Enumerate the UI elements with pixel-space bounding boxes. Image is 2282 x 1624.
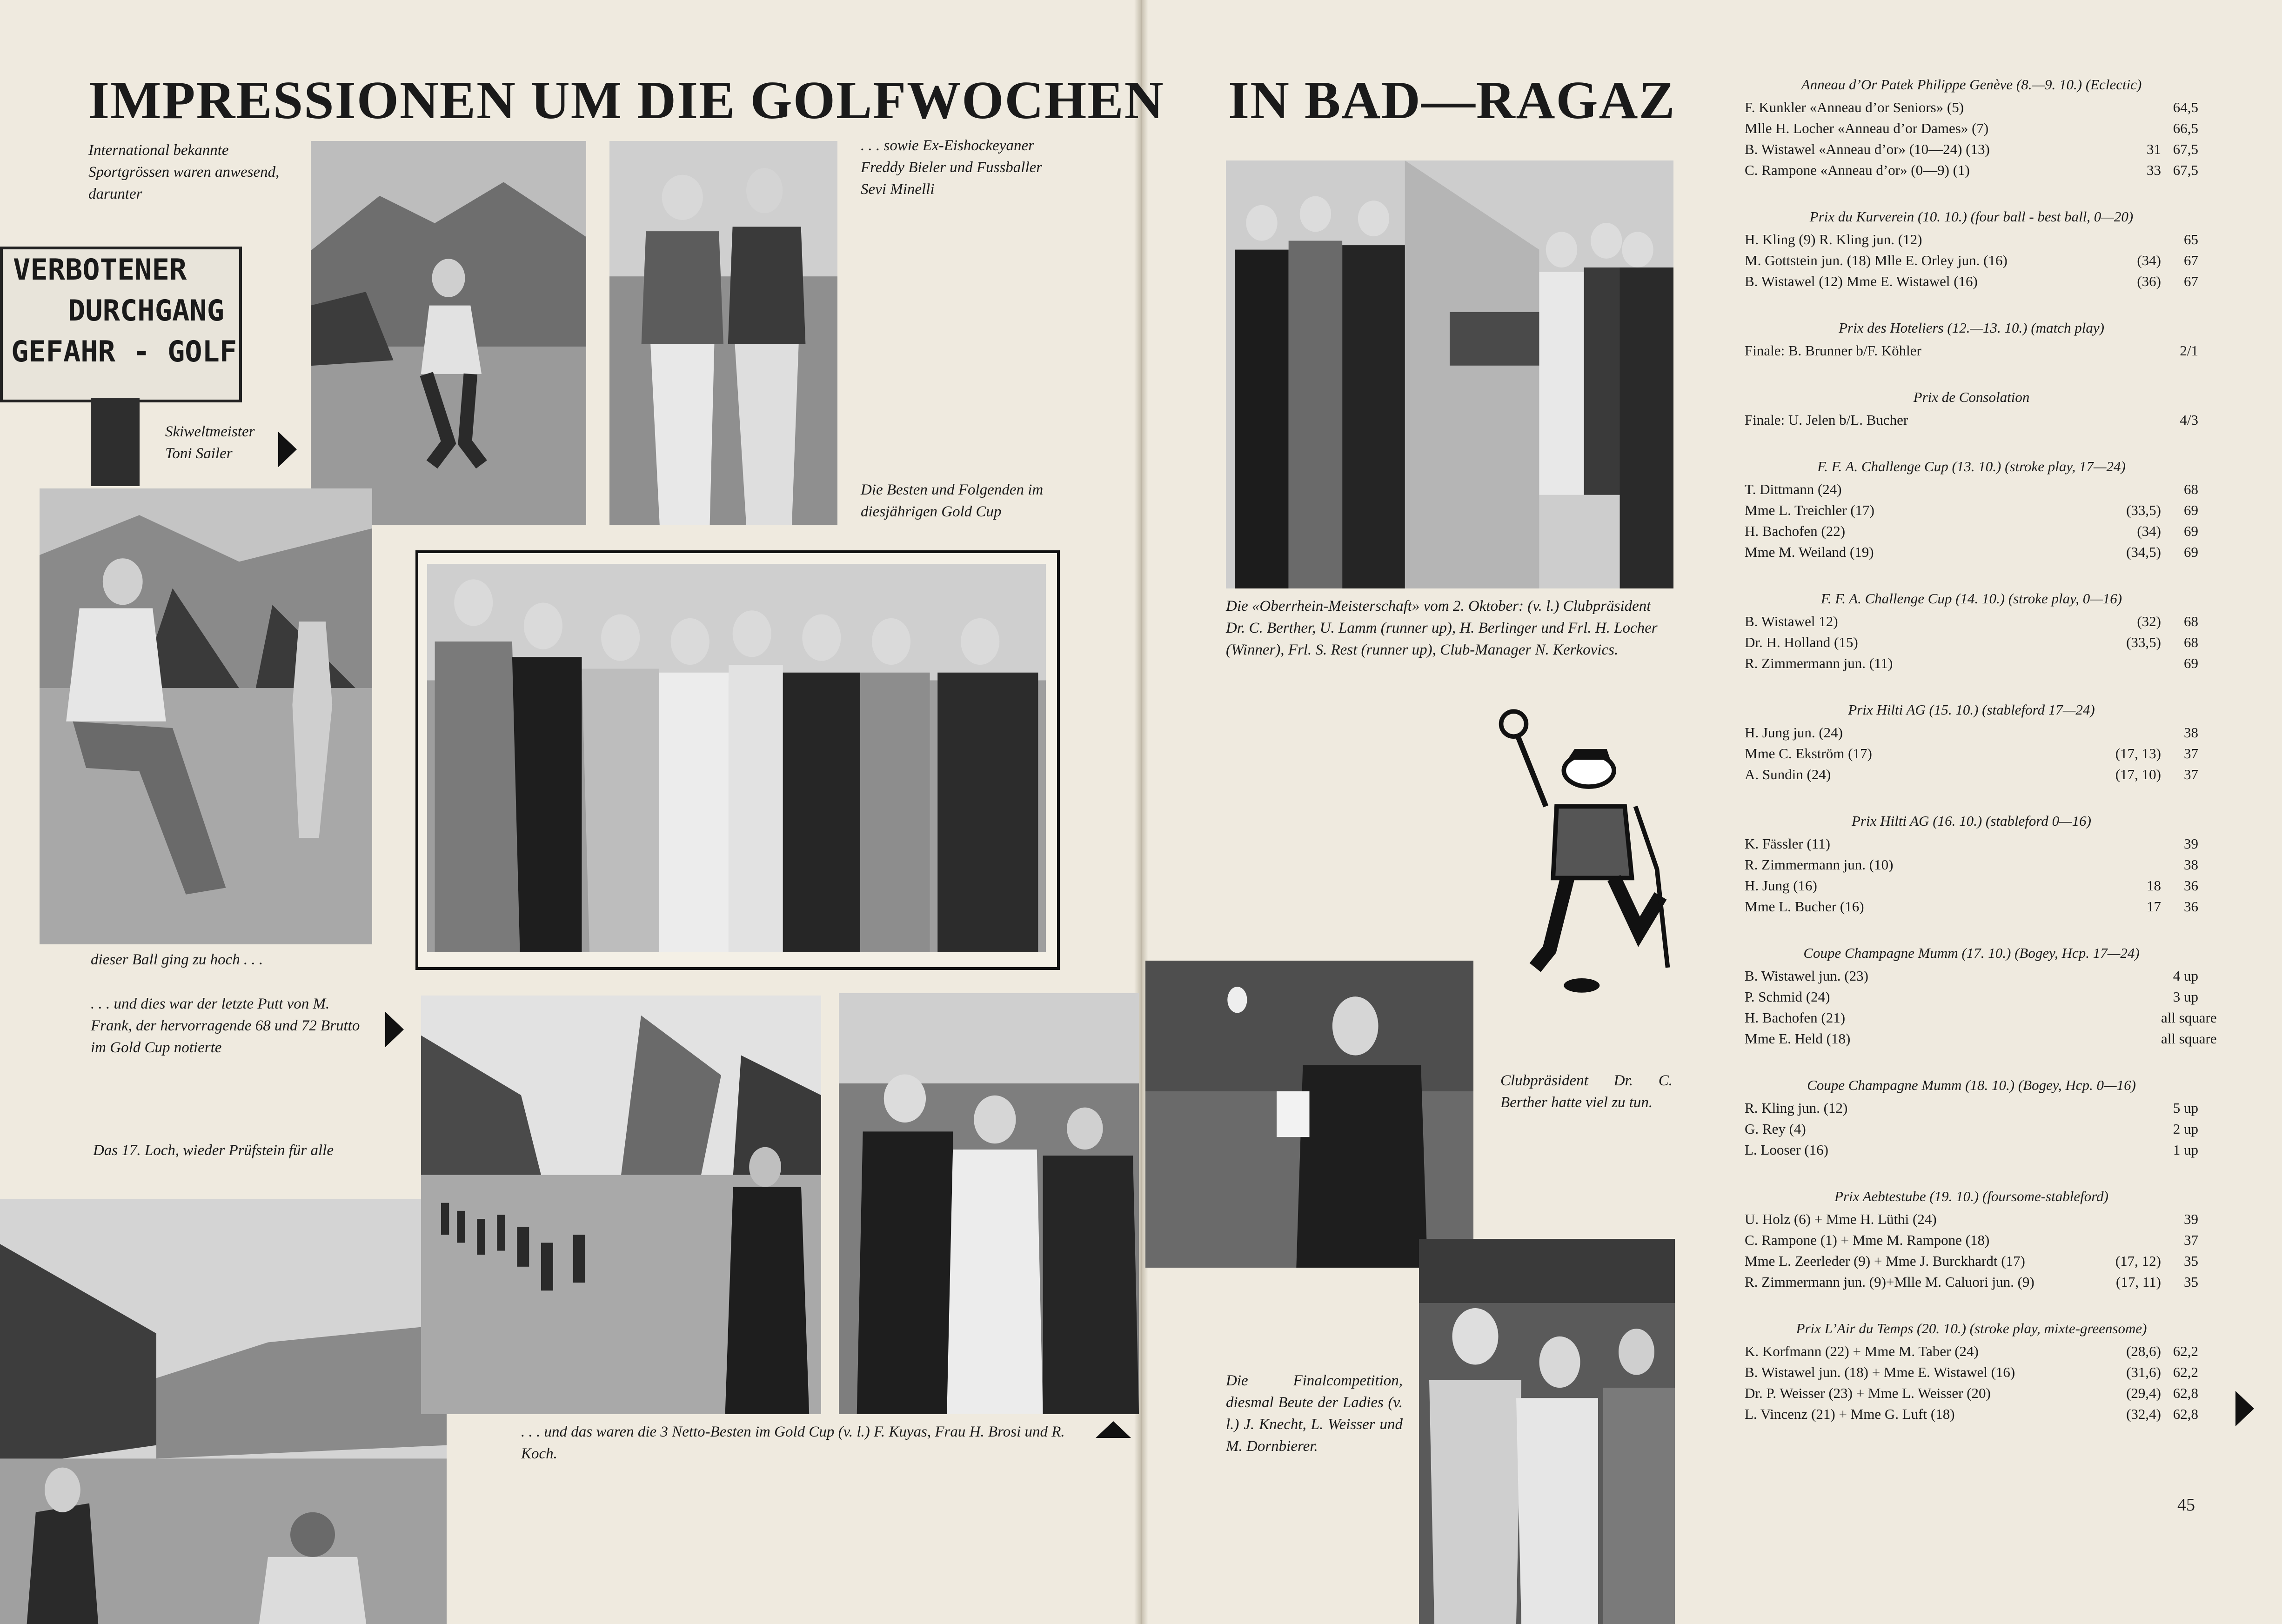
- result-score: all square: [2161, 1030, 2217, 1047]
- cartoon-golfer: [1496, 698, 1675, 996]
- result-score: 1 up: [2173, 1142, 2198, 1158]
- result-row: [1745, 97, 2198, 118]
- sign-line-3: GEFAHR - GOLF: [11, 334, 237, 368]
- result-row: [1745, 229, 2198, 250]
- result-name: K. Korfmann (22) + Mme M. Taber (24): [1745, 1343, 1979, 1359]
- photo-course: [421, 996, 821, 1414]
- result-row: [1745, 611, 2198, 632]
- result-score: 66,5: [2173, 120, 2198, 136]
- result-score: 38: [2184, 724, 2198, 741]
- result-name: A. Sundin (24): [1745, 766, 1831, 782]
- result-score-detail: (32,4): [2126, 1406, 2161, 1422]
- warning-sign: [0, 247, 242, 402]
- result-score-detail: (34): [2137, 523, 2161, 539]
- page-number: 45: [2177, 1495, 2195, 1515]
- caption-sailer: Skiweltmeister Toni Sailer: [165, 423, 255, 462]
- result-score: 36: [2184, 877, 2198, 894]
- result-section: [1745, 811, 2198, 917]
- result-score-detail: (28,6): [2126, 1343, 2161, 1359]
- result-score: 67: [2184, 252, 2198, 268]
- result-score: 36: [2184, 898, 2198, 915]
- result-section: [1745, 207, 2198, 292]
- result-score: 39: [2184, 835, 2198, 852]
- result-section-title: Coupe Champagne Mumm (18. 10.) (Bogey, Hcp. 0—16): [1807, 1077, 2136, 1093]
- result-section-title: Prix de Consolation: [1913, 389, 2030, 405]
- result-score: 62,2: [2173, 1343, 2198, 1359]
- result-name: H. Bachofen (21): [1745, 1009, 1846, 1026]
- result-section-title: Anneau d’Or Patek Philippe Genève (8.—9. 10.) (Eclectic): [1801, 76, 2142, 93]
- photo-oberrhein: [1226, 160, 1673, 588]
- photo-toni-sailer: [311, 141, 586, 525]
- caption-berther: Clubpräsident Dr. C. Berther hatte viel zu tun.: [1500, 1072, 1673, 1111]
- result-name: G. Rey (4): [1745, 1121, 1806, 1137]
- result-name: B. Wistawel 12): [1745, 613, 1838, 629]
- result-score-detail: (33,5): [2126, 502, 2161, 518]
- result-name: B. Wistawel jun. (18) + Mme E. Wistawel (16): [1745, 1364, 2015, 1380]
- result-row: [1745, 896, 2198, 917]
- result-name: T. Dittmann (24): [1745, 481, 1842, 497]
- result-name: H. Kling (9) R. Kling jun. (12): [1745, 231, 1922, 247]
- caption-putt: . . . und dies war der letzte Putt von M. Frank, der hervorragende 68 und 72 Brutto im Gold Cup notierte: [91, 996, 360, 1056]
- result-row: [1745, 1250, 2198, 1271]
- result-row: [1745, 875, 2198, 896]
- result-score-detail: 17: [2147, 898, 2161, 915]
- result-section-title: Prix des Hoteliers (12.—13. 10.) (match play): [1839, 320, 2104, 336]
- result-score: 3 up: [2173, 989, 2198, 1005]
- result-name: Mme C. Ekström (17): [1745, 745, 1872, 762]
- result-score-detail: (32): [2137, 613, 2161, 629]
- photo-gold-cup-winners: [427, 564, 1046, 952]
- result-name: H. Bachofen (22): [1745, 523, 1846, 539]
- result-name: B. Wistawel «Anneau d’or» (10—24) (13): [1745, 141, 1990, 157]
- result-row: [1745, 1271, 2198, 1292]
- result-score-detail: (17, 13): [2115, 745, 2161, 762]
- result-name: Mme L. Treichler (17): [1745, 502, 1874, 518]
- result-row: [1745, 1230, 2198, 1250]
- result-name: Dr. P. Weisser (23) + Mme L. Weisser (20): [1745, 1385, 1991, 1401]
- result-name: Finale: B. Brunner b/F. Köhler: [1745, 342, 1921, 359]
- caption-final: Die Finalcompetition, diesmal Beute der Ladies (v. l.) J. Knecht, L. Weisser und M. Dornbierer.: [1226, 1372, 1403, 1455]
- result-score: 38: [2184, 856, 2198, 873]
- result-name: F. Kunkler «Anneau d’or Seniors» (5): [1745, 99, 1964, 115]
- result-score: 4/3: [2180, 412, 2198, 428]
- result-row: [1745, 479, 2198, 500]
- result-section-title: Prix L’Air du Temps (20. 10.) (stroke play, mixte-greensome): [1796, 1320, 2147, 1337]
- result-section: [1745, 1075, 2198, 1160]
- result-section: [1745, 1186, 2198, 1292]
- result-score-detail: 18: [2147, 877, 2161, 894]
- photo-berther: [1145, 961, 1473, 1268]
- result-score-detail: 33: [2147, 162, 2161, 178]
- caption-hockey: . . . sowie Ex-Eishockeyaner Freddy Bieler und Fussballer Sevi Minelli: [861, 137, 1043, 198]
- result-row: [1745, 1097, 2198, 1118]
- result-name: P. Schmid (24): [1745, 989, 1830, 1005]
- results-column: [1745, 74, 2217, 1450]
- result-score: 39: [2184, 1211, 2198, 1227]
- result-score-detail: (33,5): [2126, 634, 2161, 650]
- result-score: 62,8: [2173, 1406, 2198, 1422]
- result-score-detail: (17, 11): [2116, 1274, 2161, 1290]
- result-score: 35: [2184, 1253, 2198, 1269]
- arrow-right-icon-2: [385, 1012, 404, 1047]
- caption-ball: dieser Ball ging zu hoch . . .: [91, 951, 263, 968]
- result-row: [1745, 521, 2198, 541]
- result-row: [1745, 500, 2198, 521]
- result-name: B. Wistawel jun. (23): [1745, 968, 1868, 984]
- headline-right: IN BAD—RAGAZ: [1228, 71, 1676, 130]
- result-name: Mme E. Held (18): [1745, 1030, 1851, 1047]
- result-row: [1745, 965, 2198, 986]
- result-row: [1745, 271, 2198, 292]
- result-section-title: F. F. A. Challenge Cup (14. 10.) (stroke play, 0—16): [1820, 590, 2122, 607]
- headline-left: IMPRESSIONEN UM DIE GOLFWOCHEN: [88, 71, 1164, 130]
- result-score: 67: [2184, 273, 2198, 289]
- result-name: R. Zimmermann jun. (10): [1745, 856, 1894, 873]
- caption-hole17: Das 17. Loch, wieder Prüfstein für alle: [93, 1142, 334, 1159]
- result-row: [1745, 986, 2198, 1007]
- result-row: [1745, 1028, 2217, 1049]
- result-row: [1745, 833, 2198, 854]
- result-score: 62,2: [2173, 1364, 2198, 1380]
- result-name: C. Rampone (1) + Mme M. Rampone (18): [1745, 1232, 1990, 1248]
- result-name: R. Zimmermann jun. (9)+Mlle M. Caluori jun. (9): [1745, 1274, 2034, 1290]
- result-row: [1745, 1362, 2198, 1383]
- result-score: 68: [2184, 613, 2198, 629]
- result-section-title: Prix Hilti AG (16. 10.) (stableford 0—16): [1852, 813, 2091, 829]
- result-score: 67,5: [2173, 141, 2198, 157]
- result-row: [1745, 1341, 2198, 1362]
- result-name: R. Kling jun. (12): [1745, 1100, 1848, 1116]
- sign-post: [91, 398, 140, 486]
- photo-hole-17: [0, 1199, 447, 1624]
- result-score: 65: [2184, 231, 2198, 247]
- result-score: 69: [2184, 544, 2198, 560]
- result-score: 62,8: [2173, 1385, 2198, 1401]
- photo-final-ladies: [1419, 1239, 1675, 1624]
- result-name: L. Looser (16): [1745, 1142, 1828, 1158]
- result-row: [1745, 409, 2198, 430]
- result-section: [1745, 387, 2198, 430]
- result-score: 37: [2184, 1232, 2198, 1248]
- result-score: 69: [2184, 523, 2198, 539]
- arrow-right-icon: [278, 432, 297, 467]
- result-name: K. Fässler (11): [1745, 835, 1830, 852]
- result-name: Mlle H. Locher «Anneau d’or Dames» (7): [1745, 120, 1989, 136]
- result-score: 35: [2184, 1274, 2198, 1290]
- result-row: [1745, 764, 2198, 785]
- result-score-detail: (29,4): [2126, 1385, 2161, 1401]
- result-section: [1745, 318, 2198, 361]
- result-name: C. Rampone «Anneau d’or» (0—9) (1): [1745, 162, 1970, 178]
- caption-best: Die Besten und Folgenden im diesjährigen Gold Cup: [861, 481, 1044, 520]
- result-row: [1745, 340, 2198, 361]
- result-row: [1745, 160, 2198, 180]
- result-name: Mme L. Zeerleder (9) + Mme J. Burckhardt (17): [1745, 1253, 2025, 1269]
- result-row: [1745, 1139, 2198, 1160]
- result-score: all square: [2161, 1009, 2217, 1026]
- result-name: H. Jung jun. (24): [1745, 724, 1843, 741]
- result-score: 67,5: [2173, 162, 2198, 178]
- caption-international: International bekannte Sportgrössen waren anwesend, darunter: [88, 142, 280, 202]
- result-row: [1745, 1403, 2198, 1424]
- result-section: [1745, 74, 2198, 180]
- arrow-right-icon-3: [2235, 1391, 2254, 1426]
- arrow-up-icon: [1096, 1421, 1131, 1438]
- result-row: [1745, 541, 2198, 562]
- result-score-detail: (17, 10): [2115, 766, 2161, 782]
- result-score-detail: (36): [2137, 273, 2161, 289]
- result-section-title: Prix Hilti AG (15. 10.) (stableford 17—24): [1848, 702, 2095, 718]
- caption-oberrhein: Die «Oberrhein-Meisterschaft» vom 2. Oktober: (v. l.) Clubpräsident Dr. C. Berther, U. Lamm (runner up), H. Berlinger und Frl. H. Locher (Winner), Frl. S. Rest (runner up), Club-Manager N. Kerkovics.: [1226, 598, 1658, 658]
- result-row: [1745, 722, 2198, 743]
- result-name: U. Holz (6) + Mme H. Lüthi (24): [1745, 1211, 1937, 1227]
- result-name: B. Wistawel (12) Mme E. Wistawel (16): [1745, 273, 1978, 289]
- result-section: [1745, 456, 2198, 562]
- result-name: Dr. H. Holland (15): [1745, 634, 1858, 650]
- result-name: L. Vincenz (21) + Mme G. Luft (18): [1745, 1406, 1955, 1422]
- result-name: H. Jung (16): [1745, 877, 1817, 894]
- sign-line-1: VERBOTENER: [13, 253, 187, 287]
- caption-netto: . . . und das waren die 3 Netto-Besten im Gold Cup (v. l.) F. Kuyas, Frau H. Brosi und R. Koch.: [521, 1424, 1065, 1462]
- result-row: [1745, 250, 2198, 271]
- result-section: [1745, 943, 2217, 1049]
- result-score: 69: [2184, 655, 2198, 671]
- result-row: [1745, 1118, 2198, 1139]
- result-score: 69: [2184, 502, 2198, 518]
- result-section: [1745, 1318, 2198, 1424]
- result-name: Finale: U. Jelen b/L. Bucher: [1745, 412, 1908, 428]
- result-name: Mme M. Weiland (19): [1745, 544, 1874, 560]
- result-score-detail: 31: [2147, 141, 2161, 157]
- result-row: [1745, 854, 2198, 875]
- photo-high-ball: [40, 488, 372, 944]
- result-score: 37: [2184, 766, 2198, 782]
- photo-bieler-minelli: [609, 141, 837, 525]
- result-name: M. Gottstein jun. (18) Mlle E. Orley jun. (16): [1745, 252, 2008, 268]
- result-name: R. Zimmermann jun. (11): [1745, 655, 1893, 671]
- result-section-title: F. F. A. Challenge Cup (13. 10.) (stroke play, 17—24): [1817, 458, 2126, 475]
- result-row: [1745, 1383, 2198, 1403]
- result-section-title: Prix du Kurverein (10. 10.) (four ball - best ball, 0—20): [1809, 208, 2134, 225]
- sign-line-2: DURCHGANG: [68, 294, 224, 327]
- result-score-detail: (34): [2137, 252, 2161, 268]
- result-row: [1745, 1007, 2217, 1028]
- result-row: [1745, 139, 2198, 160]
- result-score: 68: [2184, 481, 2198, 497]
- result-row: [1745, 743, 2198, 764]
- result-section-title: Coupe Champagne Mumm (17. 10.) (Bogey, Hcp. 17—24): [1803, 945, 2140, 961]
- result-score: 64,5: [2173, 99, 2198, 115]
- result-score: 4 up: [2173, 968, 2198, 984]
- result-row: [1745, 632, 2198, 653]
- result-score: 37: [2184, 745, 2198, 762]
- result-score: 2 up: [2173, 1121, 2198, 1137]
- photo-netto-winners: [839, 993, 1139, 1414]
- result-score-detail: (34,5): [2126, 544, 2161, 560]
- result-score: 68: [2184, 634, 2198, 650]
- result-row: [1745, 653, 2198, 674]
- result-section: [1745, 588, 2198, 674]
- result-score: 2/1: [2180, 342, 2198, 359]
- result-section-title: Prix Aebtestube (19. 10.) (foursome-stableford): [1834, 1188, 2108, 1204]
- result-score-detail: (17, 12): [2115, 1253, 2161, 1269]
- result-score-detail: (31,6): [2126, 1364, 2161, 1380]
- result-section: [1745, 700, 2198, 785]
- result-score: 5 up: [2173, 1100, 2198, 1116]
- result-name: Mme L. Bucher (16): [1745, 898, 1864, 915]
- result-row: [1745, 118, 2198, 139]
- result-row: [1745, 1209, 2198, 1230]
